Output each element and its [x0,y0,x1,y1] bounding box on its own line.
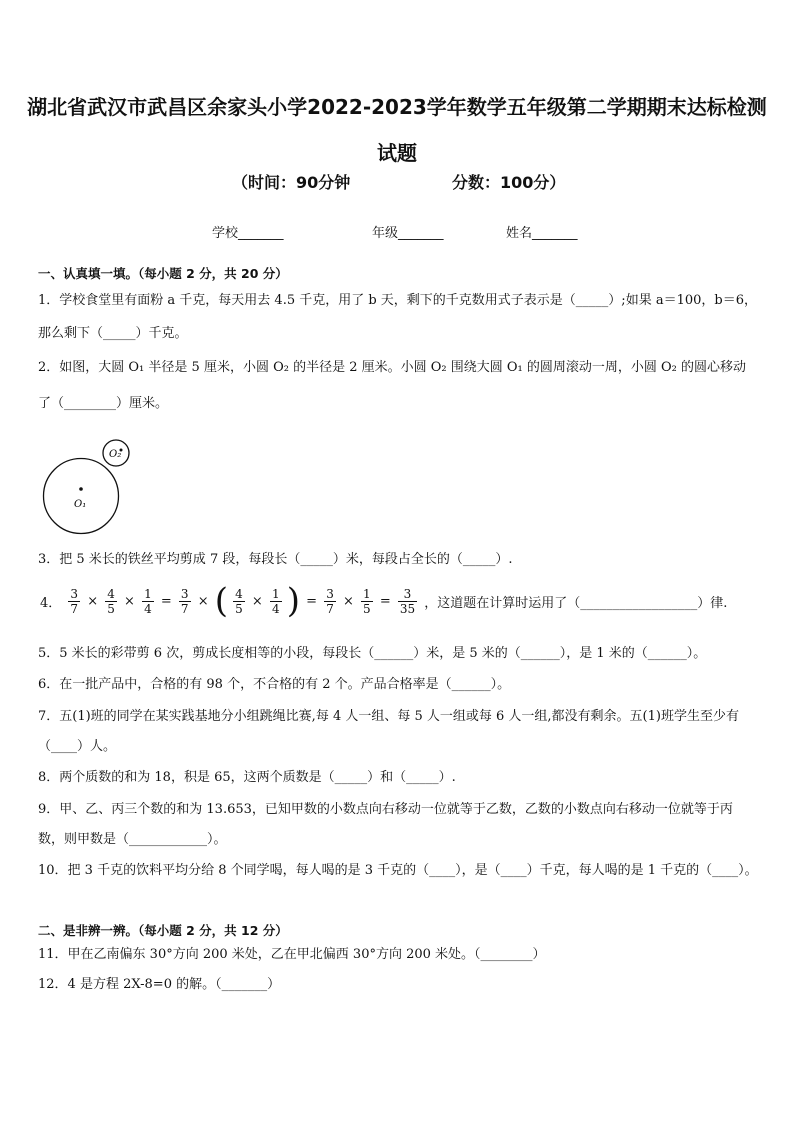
exam-score: 分数：100分） [452,173,566,192]
exam-time: （时间：90分钟 [232,173,351,192]
section-1-heading: 一、认真填一填。（每小题 2 分，共 20 分） [38,266,288,281]
question-9: 9．甲、乙、丙三个数的和为 13.653，已知甲数的小数点向右移动一位就等于乙数，乙数的小数点向右移动一位就等于丙数，则甲数是（____________）。 [38,802,733,847]
question-5: 5．5 米长的彩带剪 6 次，剪成长度相等的小段，每段长（______）米，是 5 米的（______），是 1 米的（______）。 [38,646,707,661]
question-4-text: ，这道题在计算时运用了（__________________）律. [424,595,728,611]
page-title: 湖北省武汉市武昌区余家头小学2022-2023学年数学五年级第二学期期末达标检测试题 [27,95,767,165]
question-2: 2．如图，大圆 O₁ 半径是 5 厘米，小圆 O₂ 的半径是 2 厘米。小圆 O₂ 围绕大圆 O₁ 的圆周滚动一周，小圆 O₂ 的圆心移动了（________）厘米。 [38,360,747,411]
fraction-4: $\frac{3}{7}$ [180,586,189,616]
fraction-2: $\frac{4}{5}$ [107,586,115,616]
question-11: 11．甲在乙南偏东 30°方向 200 米处，乙在甲北偏西 30°方向 200 米处。（________） [38,947,546,962]
left-paren: ( [214,581,228,621]
fraction-3: $\frac{1}{4}$ [144,586,152,616]
big-circle [44,459,119,534]
school-field[interactable]: 学校_______ [212,226,284,241]
right-paren: ) [286,581,301,621]
big-circle-center [79,487,83,491]
student-info [0,222,794,242]
question-3: 3．把 5 米长的铁丝平均剪成 7 段，每段长（_____）米，每段占全长的（_____）. [38,552,513,567]
circles-figure [40,436,140,550]
question-4: 4． $\frac{3}{7}$ × $\frac{4}{5}$ × $\frac{1}{4}$ = $\frac{3}{7}$ × ( $\frac{4}{5}$ × $\frac{1}{4}$ ) = $\frac{3}{7}$ × $\frac{1}{5}$ = $\frac{3}{35}$ ，这道题在计算时运用了（__________________）律. [40,581,728,621]
fraction-9: $\frac{3}{35}$ [399,586,416,616]
big-circle-label: O₁ [74,499,87,510]
question-8: 8．两个质数的和为 18，积是 65，这两个质数是（_____）和（_____）. [38,770,456,785]
fraction-6: $\frac{1}{4}$ [271,586,280,616]
section-2-heading: 二、是非辨一辨。（每小题 2 分，共 12 分） [38,923,288,938]
question-10: 10．把 3 千克的饮料平均分给 8 个同学喝，每人喝的是 3 千克的（____），是（____）千克，每人喝的是 1 千克的（____）。 [38,863,758,878]
question-6: 6．在一批产品中，合格的有 98 个，不合格的有 2 个。产品合格率是（______）。 [38,677,511,692]
small-circle-label: O₂ [109,449,122,460]
grade-field[interactable]: 年级_______ [372,226,444,241]
question-1: 1．学校食堂里有面粉 a 千克，每天用去 4.5 千克，用了 b 天，剩下的千克数用式子表示是（_____）;如果 a＝100，b＝6，那么剩下（_____）千克。 [38,293,757,341]
name-field[interactable]: 姓名_______ [506,226,578,241]
fraction-7: $\frac{3}{7}$ [326,586,334,616]
question-4-number: 4． [40,595,62,611]
question-12: 12．4 是方程 2X-8=0 的解。（_______） [38,977,281,992]
exam-meta [0,170,794,194]
fraction-5: $\frac{4}{5}$ [235,586,243,616]
fraction-1: $\frac{3}{7}$ [70,586,79,616]
circles-diagram [40,436,140,546]
question-7: 7．五(1)班的同学在某实践基地分小组跳绳比赛,每 4 人一组、每 5 人一组或每 6 人一组,都没有剩余。五(1)班学生至少有（____）人。 [38,709,739,754]
fraction-8: $\frac{1}{5}$ [363,586,371,616]
